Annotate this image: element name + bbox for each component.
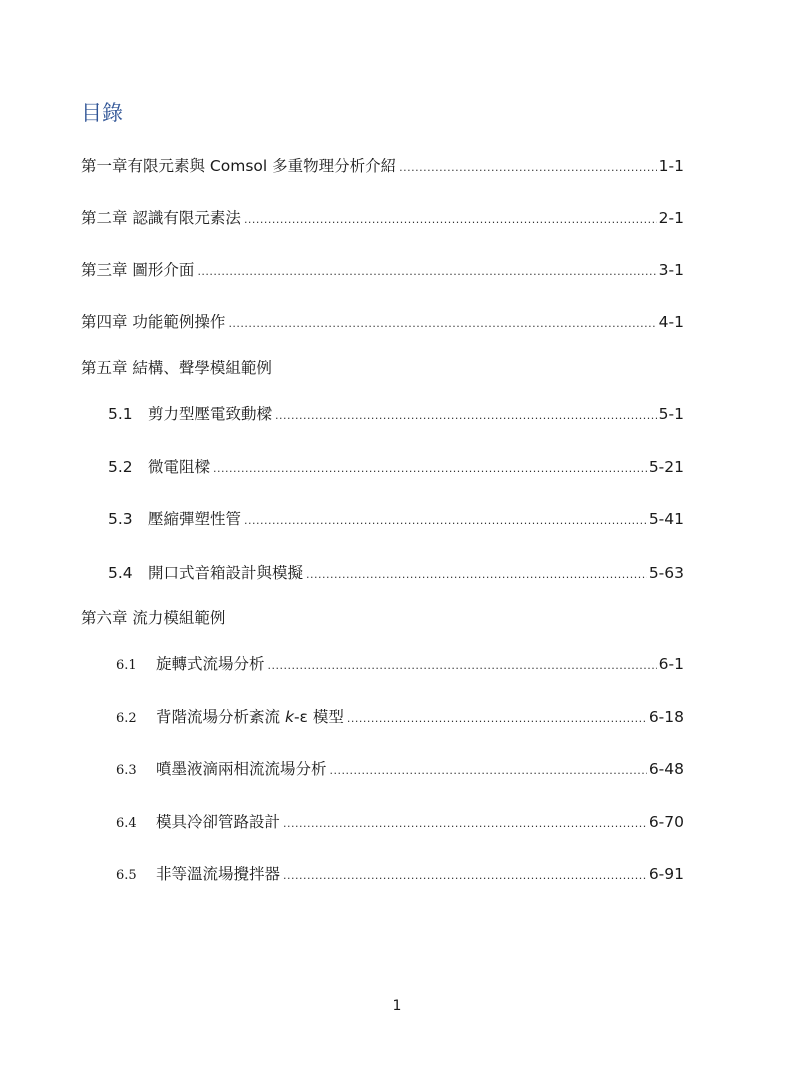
toc-entry-title: 第六章 流力模組範例	[81, 609, 226, 627]
dot-leader	[330, 759, 647, 783]
toc-entry-title: 開口式音箱設計與模擬	[148, 564, 304, 582]
toc-entry-number: 6.2	[116, 711, 137, 726]
toc-entry-page: 6-48	[648, 760, 684, 778]
toc-entry-title: 剪力型壓電致動樑	[148, 405, 273, 423]
toc-chapter-heading[interactable]	[81, 356, 272, 380]
toc-entry-title: 第三章 圖形介面	[81, 261, 195, 279]
toc-entry-page: 4-1	[658, 313, 684, 331]
dot-leader	[283, 864, 647, 888]
dot-leader	[306, 563, 647, 587]
toc-entry-number: 6.1	[116, 658, 137, 673]
toc-entry-number: 5.1	[108, 405, 133, 423]
dot-leader	[283, 812, 647, 836]
toc-entry-page: 6-18	[648, 708, 684, 726]
toc-entry[interactable]	[116, 705, 684, 729]
toc-heading: 目錄	[81, 101, 123, 125]
toc-entry[interactable]	[108, 561, 684, 585]
toc-entry-number: 5.4	[108, 564, 133, 582]
toc-entry-title: 模具冷卻管路設計	[156, 813, 281, 831]
toc-entry-page: 6-1	[658, 655, 684, 673]
toc-entry-number: 6.5	[116, 868, 137, 883]
dot-leader	[213, 457, 647, 481]
toc-entry-number: 6.3	[116, 763, 137, 778]
toc-entry[interactable]	[108, 455, 684, 479]
toc-entry[interactable]	[116, 757, 684, 781]
toc-entry[interactable]	[108, 507, 684, 531]
toc-entry[interactable]	[116, 652, 684, 676]
toc-entry-title: 第一章有限元素與 Comsol 多重物理分析介紹	[81, 157, 397, 175]
toc-entry-title-variable: k	[284, 708, 294, 726]
toc-entry-page: 5-21	[648, 458, 684, 476]
toc-entry-page: 3-1	[658, 261, 684, 279]
toc-entry-title: 噴墨液滴兩相流流場分析	[156, 760, 327, 778]
toc-entry-title-text: -ε 模型	[293, 708, 344, 726]
toc-chapter-heading[interactable]	[81, 606, 225, 630]
toc-entry-title: 非等溫流場攪拌器	[156, 865, 281, 883]
toc-entry-page: 6-70	[648, 813, 684, 831]
toc-entry-title-text: 背階流場分析紊流	[156, 708, 281, 726]
toc-entry[interactable]	[116, 862, 684, 886]
toc-entry[interactable]	[81, 310, 684, 334]
dot-leader	[244, 509, 647, 533]
dot-leader	[228, 312, 656, 336]
toc-entry[interactable]	[116, 810, 684, 834]
toc-entry-page: 1-1	[658, 157, 684, 175]
dot-leader	[399, 156, 657, 180]
toc-entry-title	[156, 705, 344, 729]
toc-entry-page: 5-1	[658, 405, 684, 423]
dot-leader	[244, 208, 657, 232]
dot-leader	[275, 404, 657, 428]
toc-entry-number: 5.2	[108, 458, 133, 476]
toc-entry-page: 2-1	[658, 209, 684, 227]
toc-entry-page: 5-63	[648, 564, 684, 582]
toc-entry-title: 第二章 認識有限元素法	[81, 209, 241, 227]
dot-leader	[268, 654, 657, 678]
toc-entry-number: 6.4	[116, 816, 137, 831]
toc-entry-title: 第四章 功能範例操作	[81, 313, 226, 331]
toc-entry-page: 5-41	[648, 510, 684, 528]
toc-entry[interactable]	[108, 402, 684, 426]
page-number: 1	[392, 998, 402, 1014]
toc-entry[interactable]	[81, 258, 684, 282]
toc-entry[interactable]	[81, 154, 684, 178]
toc-entry-title: 旋轉式流場分析	[156, 655, 265, 673]
dot-leader	[347, 707, 647, 731]
toc-entry-title: 第五章 結構、聲學模組範例	[81, 359, 272, 377]
toc-entry[interactable]	[81, 206, 684, 230]
toc-entry-page: 6-91	[648, 865, 684, 883]
toc-entry-title: 壓縮彈塑性管	[148, 510, 242, 528]
toc-entry-number: 5.3	[108, 510, 133, 528]
toc-entry-title: 微電阻樑	[148, 458, 211, 476]
dot-leader	[197, 260, 656, 284]
